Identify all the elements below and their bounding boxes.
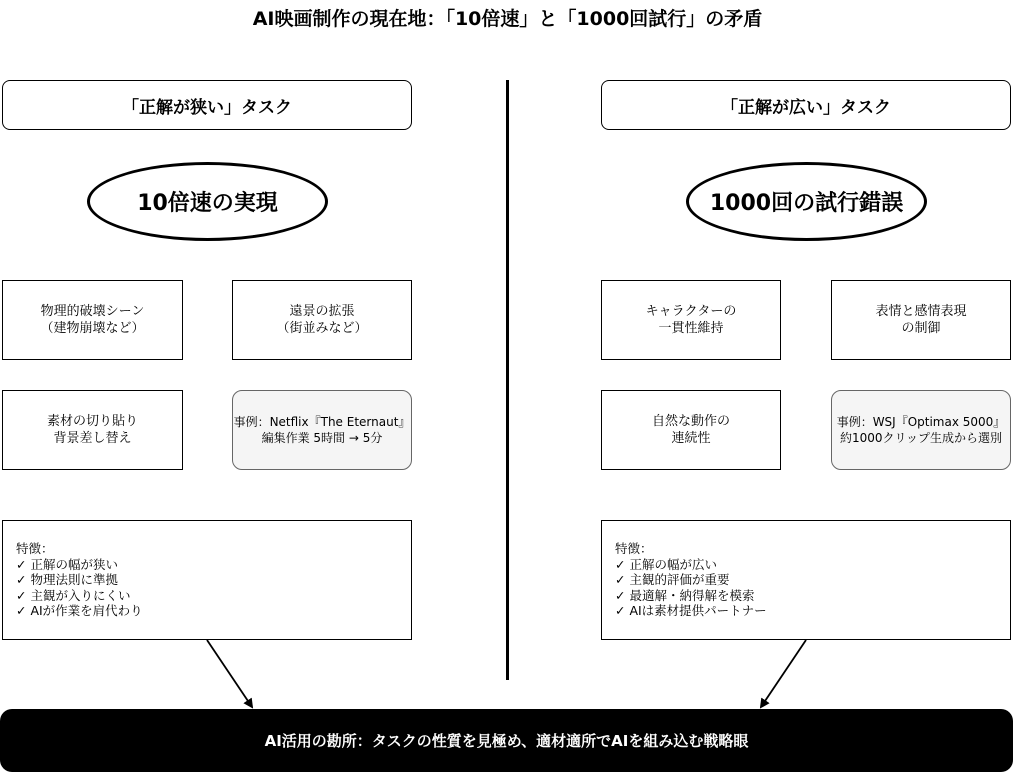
right-example-line2: 約1000クリップ生成から選別 — [839, 431, 1003, 445]
right-feature-item: ✓ 主観的評価が重要 — [615, 572, 730, 587]
conclusion-bar: AI活用の勘所：タスクの性質を見極め、適材適所でAIを組み込む戦略眼 — [0, 709, 1013, 772]
left-example-line2: 編集作業 5時間 → 5分 — [261, 431, 383, 445]
left-arrow — [207, 640, 252, 707]
left-ellipse: 10倍速の実現 — [87, 162, 328, 241]
right-feature-item: ✓ AIは素材提供パートナー — [615, 603, 767, 618]
right-arrow — [761, 640, 806, 707]
left-feature-item: ✓ 物理法則に準拠 — [16, 572, 118, 587]
left-feature-item: ✓ 主観が入りにくい — [16, 587, 131, 603]
right-header: 「正解が広い」タスク — [601, 80, 1011, 130]
right-example-line1: 事例：WSJ『Optimax 5000』 — [836, 415, 1006, 429]
left-box-destruction-line1: 物理的破壊シーン — [40, 304, 145, 319]
left-box-destruction-line2: （建物崩壊など） — [40, 321, 145, 336]
left-features-title: 特徴： — [16, 541, 54, 556]
left-example-line1: 事例：Netflix『The Eternaut』 — [233, 415, 411, 429]
right-box-motion-line2: 連続性 — [671, 431, 711, 446]
left-header: 「正解が狭い」タスク — [2, 80, 412, 130]
right-box-motion-line1: 自然な動作の — [651, 414, 730, 429]
right-box-expression-line2: の制御 — [901, 321, 941, 336]
right-feature-item: ✓ 正解の幅が広い — [615, 556, 717, 572]
left-box-compositing-line2: 背景差し替え — [53, 431, 132, 446]
right-box-expression-line1: 表情と感情表現 — [875, 304, 967, 319]
left-feature-item: ✓ AIが作業を肩代わり — [16, 603, 143, 618]
right-features-title: 特徴： — [615, 541, 653, 556]
page-title: AI映画制作の現在地：「10倍速」と「1000回試行」の矛盾 — [252, 8, 763, 30]
left-box-distant-view-line1: 遠景の拡張 — [289, 304, 355, 319]
left-feature-item: ✓ 正解の幅が狭い — [16, 556, 118, 572]
right-box-character-line2: 一貫性維持 — [658, 321, 724, 336]
right-box-character-line1: キャラクターの — [645, 304, 737, 319]
left-box-distant-view-line2: （街並みなど） — [276, 321, 368, 336]
right-feature-item: ✓ 最適解・納得解を模索 — [615, 587, 755, 603]
left-box-compositing-line1: 素材の切り貼り — [46, 414, 138, 429]
right-ellipse: 1000回の試行錯誤 — [686, 162, 927, 241]
